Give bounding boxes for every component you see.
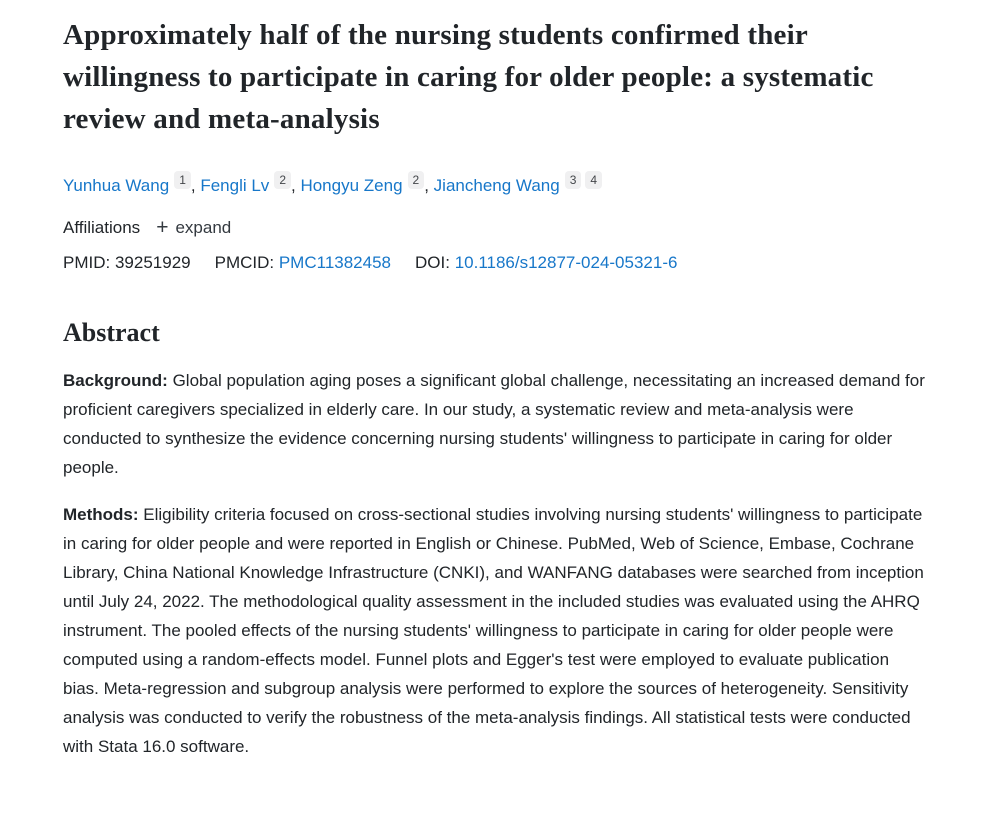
expand-label: expand (175, 218, 232, 237)
author-separator: , (424, 176, 434, 195)
author-link[interactable]: Yunhua Wang (63, 176, 170, 195)
methods-text: Eligibility criteria focused on cross-sectional studies involving nursing students' willingness to participate in caring for older people and were reported in English or Chinese. PubMed, Web of Science, Embase, Cochrane Library, China National Knowledge Infrastructure (CNKI), and WANFANG databases were searched from inception until July 24, 2022. The methodological quality assessment in the included studies was evaluated using the AHRQ instrument. The pooled effects of the nursing students' willingness to participate in caring for older people were computed using a random-effects model. Funnel plots and Egger's test were employed to evaluate publication bias. Meta-regression and subgroup analysis were performed to explore the sources of heterogeneity. Sensitivity analysis was conducted to verify the robustness of the meta-analysis findings. All statistical tests were conducted with Stata 16.0 software. (63, 505, 924, 756)
affiliations-row (63, 218, 927, 238)
author (200, 173, 301, 195)
article-identifiers (63, 251, 927, 275)
author-link[interactable]: Jiancheng Wang (433, 176, 560, 195)
author-separator: , (190, 176, 201, 195)
plus-icon: + (156, 216, 169, 239)
affiliations-label: Affiliations (63, 218, 141, 237)
background-text: Global population aging poses a significant global challenge, necessitating an increased demand for proficient caregivers specialized in elderly care. In our study, a systematic review and meta-analysis were conducted to synthesize the evidence concerning nursing students' willingness to participate in caring for older people. (63, 371, 925, 477)
author-link[interactable]: Hongyu Zeng (300, 176, 403, 195)
methods-label: Methods: (63, 505, 139, 524)
pmid-label: PMID: (63, 253, 111, 272)
affiliation-number-badge: 2 (408, 171, 425, 189)
author (300, 173, 434, 195)
abstract-background-paragraph (63, 366, 927, 482)
affiliation-number-badge: 2 (274, 171, 291, 189)
article-title: Approximately half of the nursing students confirmed their willingness to participate in caring for older people: a systematic review and meta-analysis (63, 19, 874, 135)
affiliation-number-badge: 3 (565, 171, 582, 189)
author-link[interactable]: Fengli Lv (200, 176, 270, 195)
pmid-item (63, 253, 191, 272)
abstract-heading: Abstract (63, 318, 160, 347)
pmcid-link[interactable]: PMC11382458 (278, 253, 391, 272)
author (63, 173, 201, 195)
doi-item (415, 253, 677, 272)
background-label: Background: (63, 371, 168, 390)
author-separator: , (291, 176, 301, 195)
doi-label: DOI: (415, 253, 450, 272)
pmcid-item (215, 253, 391, 272)
doi-link[interactable]: 10.1186/s12877-024-05321-6 (454, 253, 678, 272)
pmid-value: 39251929 (114, 253, 191, 272)
abstract-methods-paragraph (63, 500, 927, 761)
authors-list (63, 171, 927, 199)
author (433, 173, 602, 195)
affiliation-number-badge: 4 (585, 171, 602, 189)
affiliation-number-badge: 1 (174, 171, 191, 189)
pmcid-label: PMCID: (214, 253, 275, 272)
expand-affiliations-button[interactable] (156, 218, 231, 238)
